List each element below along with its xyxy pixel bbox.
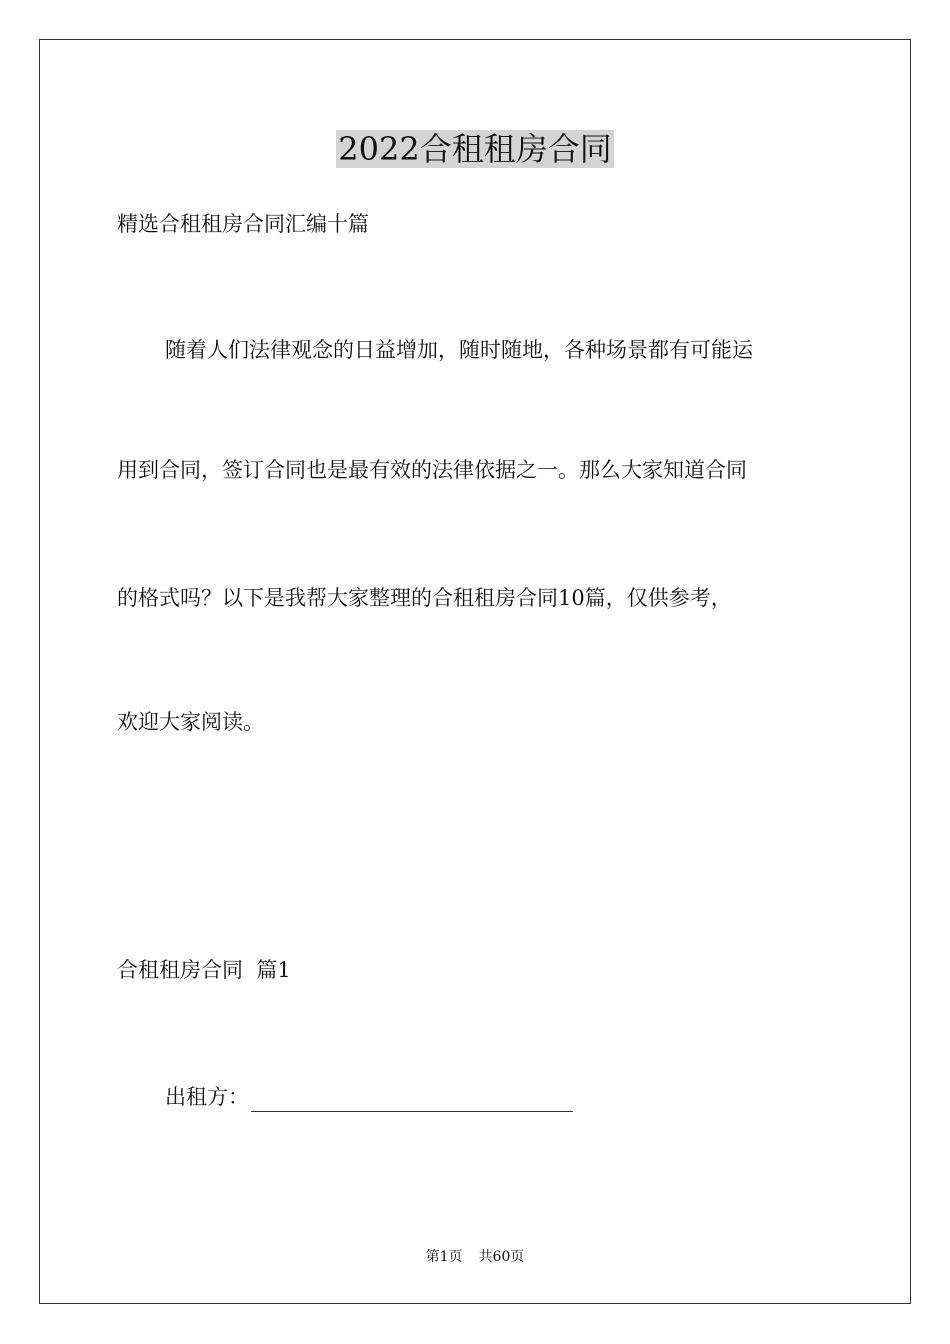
intro-paragraph-line-2: 用到合同，签订合同也是最有效的法律依据之一。那么大家知道合同 [117, 458, 747, 482]
footer-total-pages: 共60页 [478, 1249, 525, 1265]
lessor-blank-field [251, 1089, 573, 1112]
document-title [0, 126, 950, 172]
document-subtitle: 精选合租租房合同汇编十篇 [117, 212, 369, 236]
intro-paragraph-line-1: 随着人们法律观念的日益增加，随时随地，各种场景都有可能运 [165, 338, 753, 362]
intro-paragraph-line-4: 欢迎大家阅读。 [117, 710, 264, 734]
footer-page-number: 第1页 [425, 1249, 463, 1265]
lessor-line [165, 1082, 573, 1112]
intro-paragraph-line-3: 的格式吗？以下是我帮大家整理的合租租房合同10篇，仅供参考， [117, 586, 732, 610]
lessor-label: 出租方： [165, 1085, 249, 1109]
section-heading: 合租租房合同 篇1 [117, 958, 291, 982]
document-title-text: 2022合租租房合同 [338, 130, 612, 168]
page-footer [0, 1247, 950, 1267]
